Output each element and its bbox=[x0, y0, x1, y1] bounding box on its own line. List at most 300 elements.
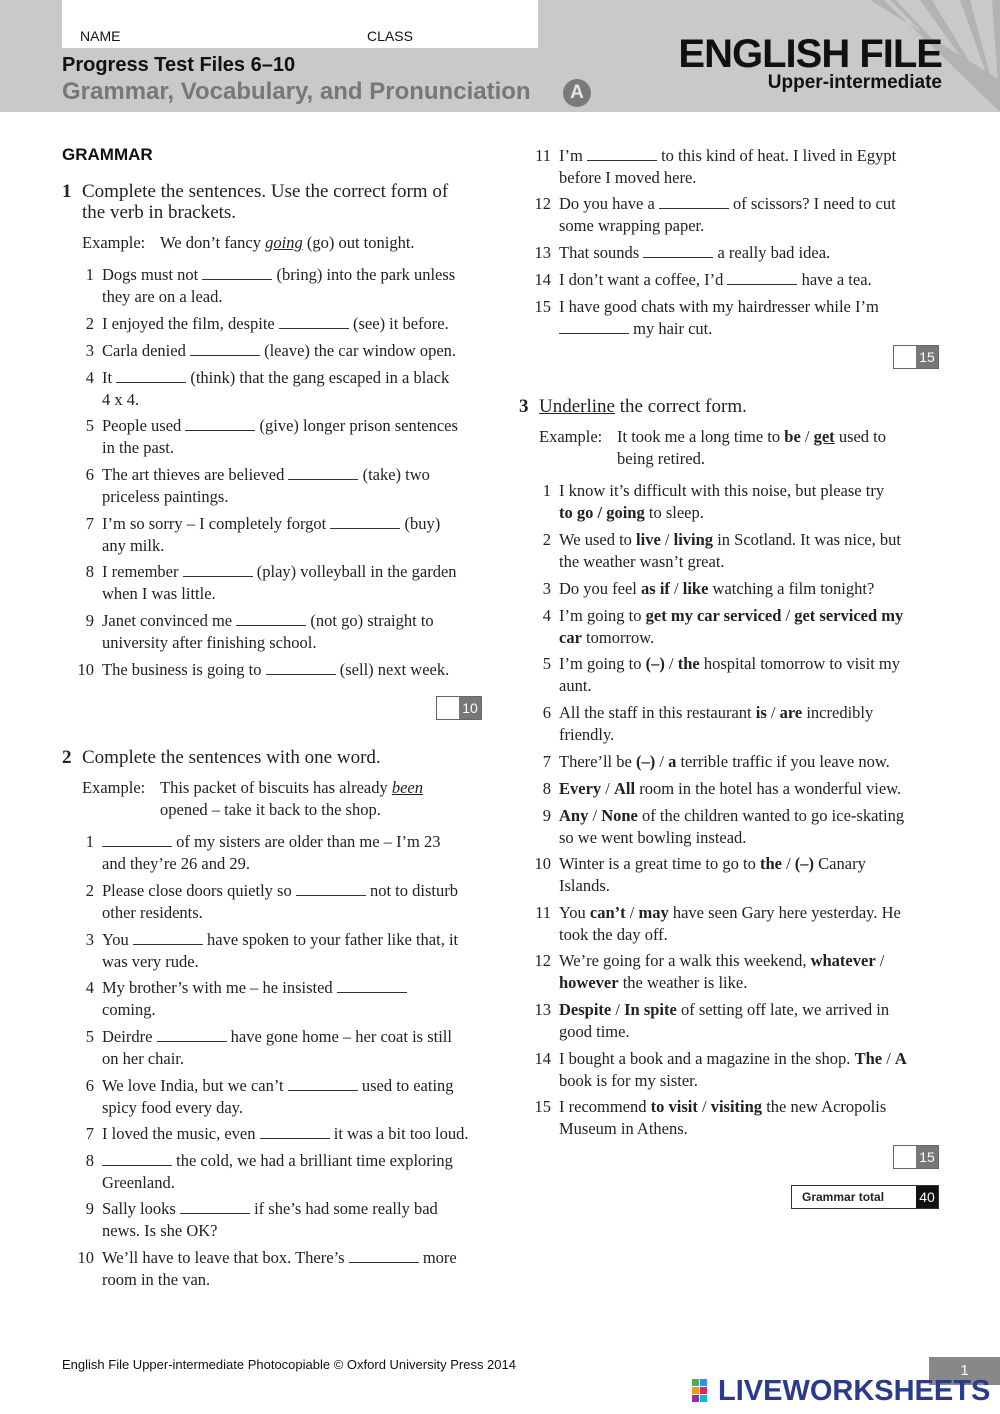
answer-blank[interactable] bbox=[587, 145, 657, 161]
item-text-pre: You bbox=[102, 930, 133, 949]
item-text bbox=[559, 296, 949, 318]
item-number: 2 bbox=[85, 314, 94, 333]
item-text: Winter is a great time to go to bbox=[559, 854, 760, 873]
option-choice[interactable]: visiting bbox=[710, 1097, 763, 1116]
item-text-line2: any milk. bbox=[102, 536, 165, 555]
answer-blank[interactable] bbox=[266, 659, 336, 675]
item-text-line2: room in the van. bbox=[102, 1270, 211, 1289]
item-text bbox=[102, 1247, 492, 1269]
item-text-post: of scissors? I need to cut bbox=[728, 194, 896, 213]
brand-level: Upper-intermediate bbox=[767, 72, 942, 93]
list-item bbox=[529, 653, 949, 697]
item-text: the weather wasn’t great. bbox=[559, 552, 725, 571]
footer-copyright: Photocopiable © Oxford University Press 2014 bbox=[244, 1357, 516, 1372]
item-text-post: of my sisters are older than me – I’m 23 bbox=[172, 832, 441, 851]
item-text-post: (not go) straight to bbox=[306, 611, 434, 630]
instruction-line: the verb in brackets. bbox=[82, 202, 237, 223]
example-label: Example: bbox=[82, 778, 146, 797]
liveworksheets-watermark bbox=[690, 1375, 1000, 1409]
item-text: There’ll be bbox=[559, 752, 636, 771]
item-number: 9 bbox=[85, 1199, 94, 1218]
list-item bbox=[529, 805, 949, 849]
item-number: 3 bbox=[85, 930, 94, 949]
list-item bbox=[529, 778, 949, 800]
page-header bbox=[0, 0, 1000, 112]
name-class-box bbox=[62, 0, 538, 48]
item-text-post: used to eating bbox=[357, 1076, 454, 1095]
item-text-line bbox=[559, 1096, 886, 1118]
answer-blank[interactable] bbox=[190, 340, 260, 356]
item-text-pre: It bbox=[102, 368, 117, 387]
item-number: 1 bbox=[542, 481, 551, 500]
example-text: This packet of biscuits has already bbox=[160, 778, 392, 797]
item-text-line bbox=[559, 653, 900, 675]
instruction-underlined: Underline bbox=[539, 396, 615, 417]
list-item bbox=[529, 242, 949, 264]
task-number: 2 bbox=[62, 747, 72, 768]
item-text-pre: I enjoyed the film, despite bbox=[102, 314, 279, 333]
option-choice[interactable]: In spite bbox=[624, 1000, 677, 1019]
list-item bbox=[72, 929, 492, 973]
list-item bbox=[529, 950, 949, 994]
item-text: I know it’s difficult with this noise, but please try bbox=[559, 481, 885, 500]
item-text-line bbox=[559, 627, 654, 649]
item-text-line bbox=[559, 805, 904, 827]
option-choice[interactable]: can’t bbox=[589, 903, 626, 922]
item-text-line2: before I moved here. bbox=[559, 168, 697, 187]
item-number: 15 bbox=[534, 297, 551, 316]
list-item bbox=[72, 264, 492, 308]
item-number: 2 bbox=[542, 530, 551, 549]
answer-blank[interactable] bbox=[260, 1123, 330, 1139]
item-text: in Scotland. It was nice, but bbox=[713, 530, 901, 549]
example-text: It took me a long time to bbox=[617, 427, 785, 446]
item-text-line bbox=[559, 778, 901, 800]
item-text bbox=[102, 659, 492, 681]
item-number: 10 bbox=[77, 1248, 94, 1267]
score-value: 15 bbox=[916, 346, 938, 368]
item-text-line bbox=[559, 724, 614, 746]
answer-blank[interactable] bbox=[183, 561, 253, 577]
grammar-total-label: Grammar total bbox=[802, 1190, 885, 1204]
task-2-score-box[interactable] bbox=[893, 345, 939, 369]
list-item bbox=[72, 1198, 492, 1242]
item-text-post: (leave) the car window open. bbox=[259, 341, 457, 360]
option-choice[interactable]: A bbox=[894, 1049, 907, 1068]
option-choice[interactable]: get my car serviced bbox=[645, 606, 782, 625]
item-text: / bbox=[664, 654, 678, 673]
test-subtitle: Grammar, Vocabulary, and Pronunciation bbox=[62, 78, 531, 105]
item-text-line bbox=[559, 551, 725, 573]
example-text: opened – take it back to the shop. bbox=[160, 800, 381, 819]
item-text bbox=[102, 340, 492, 362]
answer-blank[interactable] bbox=[349, 1247, 419, 1263]
item-text: I recommend bbox=[559, 1097, 651, 1116]
item-text: friendly. bbox=[559, 725, 615, 744]
item-text: good time. bbox=[559, 1022, 630, 1041]
option-choice[interactable]: to visit bbox=[650, 1097, 698, 1116]
option-choice[interactable]: like bbox=[682, 579, 709, 598]
item-text-line2: news. Is she OK? bbox=[102, 1221, 218, 1240]
item-text-post: (sell) next week. bbox=[335, 660, 450, 679]
item-text: / bbox=[625, 903, 639, 922]
list-item bbox=[72, 1075, 492, 1119]
item-text-line bbox=[559, 578, 874, 600]
list-item bbox=[72, 1247, 492, 1291]
item-text-pre: Carla denied bbox=[102, 341, 190, 360]
option-choice[interactable]: All bbox=[614, 779, 636, 798]
item-text-post: (play) volleyball in the garden bbox=[252, 562, 457, 581]
item-text: of the children wanted to go ice-skating bbox=[637, 806, 905, 825]
item-text bbox=[102, 929, 492, 951]
item-number: 6 bbox=[542, 703, 551, 722]
score-value: 15 bbox=[916, 1146, 938, 1168]
answer-blank[interactable] bbox=[559, 318, 629, 334]
item-text: terrible traffic if you leave now. bbox=[676, 752, 890, 771]
item-text bbox=[102, 367, 492, 389]
item-text bbox=[102, 1150, 492, 1172]
item-text: the weather is like. bbox=[618, 973, 748, 992]
item-text-line bbox=[559, 924, 668, 946]
example-answer: going bbox=[265, 233, 303, 252]
brand-title: ENGLISH FILE bbox=[678, 32, 942, 76]
list-item bbox=[72, 313, 492, 335]
footer-credit bbox=[62, 1357, 516, 1372]
item-text bbox=[559, 242, 949, 264]
page-number: 1 bbox=[929, 1357, 1000, 1385]
example-text: used to bbox=[834, 427, 887, 446]
item-text bbox=[102, 880, 492, 902]
item-text-post: my hair cut. bbox=[629, 319, 713, 338]
list-item bbox=[72, 1150, 492, 1194]
list-item bbox=[529, 269, 949, 291]
item-text: Do you feel bbox=[559, 579, 642, 598]
item-text-pre: I don’t want a coffee, I’d bbox=[559, 270, 728, 289]
option-choice[interactable]: are bbox=[779, 703, 803, 722]
item-number: 3 bbox=[542, 579, 551, 598]
option-choice[interactable]: car bbox=[559, 628, 582, 647]
option-choice[interactable]: going bbox=[606, 503, 645, 522]
item-number: 12 bbox=[534, 194, 551, 213]
item-text: / bbox=[781, 854, 795, 873]
item-text-line bbox=[559, 999, 889, 1021]
item-text-line2: on her chair. bbox=[102, 1049, 185, 1068]
item-text-post: (think) that the gang escaped in a black bbox=[186, 368, 450, 387]
item-text bbox=[102, 610, 492, 632]
item-text: watching a film tonight? bbox=[708, 579, 875, 598]
item-text-line bbox=[559, 853, 866, 875]
task-2-instruction bbox=[62, 747, 502, 771]
option-choice[interactable]: Despite bbox=[559, 1000, 612, 1019]
version-badge: A bbox=[563, 79, 591, 107]
item-text: / bbox=[875, 951, 885, 970]
item-text-line2: other residents. bbox=[102, 903, 203, 922]
item-text-pre: Deirdre bbox=[102, 1027, 157, 1046]
answer-blank[interactable] bbox=[643, 242, 713, 258]
item-text bbox=[102, 1026, 492, 1048]
item-text bbox=[559, 193, 949, 215]
item-text-post: (buy) bbox=[400, 514, 441, 533]
list-item bbox=[72, 561, 492, 605]
answer-blank[interactable] bbox=[102, 831, 172, 847]
option-choice[interactable]: to go bbox=[559, 503, 594, 522]
task-number: 1 bbox=[62, 181, 72, 202]
item-number: 5 bbox=[85, 416, 94, 435]
item-text-pre: Sally looks bbox=[102, 1199, 180, 1218]
answer-blank[interactable] bbox=[279, 313, 349, 329]
item-number: 1 bbox=[85, 832, 94, 851]
option-choice[interactable]: is bbox=[755, 703, 767, 722]
item-text: of setting off late, we arrived in bbox=[676, 1000, 890, 1019]
option-choice[interactable]: the bbox=[677, 654, 700, 673]
list-item bbox=[529, 902, 949, 946]
item-text-line2: spicy food every day. bbox=[102, 1098, 243, 1117]
item-number: 4 bbox=[85, 978, 94, 997]
list-item bbox=[72, 464, 492, 508]
list-item bbox=[529, 605, 949, 649]
item-text bbox=[102, 1075, 492, 1097]
option-choice[interactable]: (–) bbox=[645, 654, 665, 673]
task-3-example bbox=[539, 426, 959, 470]
option-choice[interactable]: (–) bbox=[635, 752, 656, 771]
list-item bbox=[529, 999, 949, 1043]
list-item bbox=[72, 415, 492, 459]
list-item bbox=[529, 1048, 949, 1092]
answer-blank[interactable] bbox=[102, 1150, 172, 1166]
option-choice[interactable]: Every bbox=[559, 779, 602, 798]
answer-blank[interactable] bbox=[330, 513, 400, 529]
item-text bbox=[559, 269, 949, 291]
item-text bbox=[559, 145, 949, 167]
list-item bbox=[72, 977, 492, 1021]
item-text-line2: was very rude. bbox=[102, 952, 199, 971]
item-text-post: if she’s had some really bad bbox=[249, 1199, 438, 1218]
item-text-line bbox=[559, 1070, 698, 1092]
item-number: 4 bbox=[542, 606, 551, 625]
task-3-instruction bbox=[519, 396, 949, 420]
item-text-line bbox=[559, 702, 873, 724]
answer-blank[interactable] bbox=[236, 610, 306, 626]
list-item bbox=[72, 513, 492, 557]
item-number: 14 bbox=[534, 270, 551, 289]
item-text-line2 bbox=[559, 318, 712, 340]
list-item bbox=[529, 296, 949, 340]
item-text: You bbox=[559, 903, 590, 922]
list-item bbox=[529, 529, 949, 573]
option-choice[interactable]: however bbox=[559, 973, 619, 992]
answer-blank[interactable] bbox=[185, 415, 255, 431]
item-text-line2: when I was little. bbox=[102, 584, 216, 603]
item-text: Museum in Athens. bbox=[559, 1119, 688, 1138]
option-choice[interactable]: (–) bbox=[794, 854, 815, 873]
list-item bbox=[529, 751, 949, 773]
answer-blank[interactable] bbox=[337, 977, 407, 993]
answer-blank[interactable] bbox=[133, 929, 203, 945]
answer-blank[interactable] bbox=[727, 269, 797, 285]
item-text-pre: We love India, but we can’t bbox=[102, 1076, 288, 1095]
item-text bbox=[102, 561, 492, 583]
section-title: GRAMMAR bbox=[62, 145, 153, 164]
item-text bbox=[102, 977, 492, 999]
item-text-line bbox=[559, 902, 901, 924]
item-text-line bbox=[559, 502, 704, 524]
answer-blank[interactable] bbox=[116, 367, 186, 383]
item-text: so we went bowling instead. bbox=[559, 828, 747, 847]
item-text: / bbox=[766, 703, 780, 722]
item-text-line bbox=[559, 875, 610, 897]
item-text: / bbox=[660, 530, 674, 549]
item-text: / bbox=[588, 806, 602, 825]
list-item bbox=[529, 853, 949, 897]
list-item bbox=[529, 1096, 949, 1140]
answer-blank[interactable] bbox=[288, 464, 358, 480]
answer-blank[interactable] bbox=[157, 1026, 227, 1042]
item-number: 10 bbox=[77, 660, 94, 679]
separator: / bbox=[800, 427, 814, 446]
option-choice[interactable]: a bbox=[668, 752, 677, 771]
item-text-pre: I remember bbox=[102, 562, 183, 581]
item-text-line bbox=[559, 605, 903, 627]
item-text-pre: Please close doors quietly so bbox=[102, 881, 296, 900]
list-item bbox=[72, 659, 492, 681]
option-choice[interactable]: None bbox=[601, 806, 638, 825]
option-choice[interactable]: living bbox=[673, 530, 714, 549]
instruction-line: Complete the sentences with one word. bbox=[82, 747, 381, 768]
answer-blank[interactable] bbox=[180, 1198, 250, 1214]
item-text-post: it was a bit too loud. bbox=[329, 1124, 469, 1143]
item-text-line bbox=[559, 950, 884, 972]
item-text-pre: We’ll have to leave that box. There’s bbox=[102, 1248, 349, 1267]
option-choice[interactable]: get serviced my bbox=[794, 606, 904, 625]
example-text: We don’t fancy bbox=[160, 233, 266, 252]
item-text: took the day off. bbox=[559, 925, 668, 944]
item-number: 12 bbox=[534, 951, 551, 970]
list-item bbox=[529, 702, 949, 746]
option-choice[interactable]: Any bbox=[559, 806, 589, 825]
item-text-line bbox=[559, 1021, 630, 1043]
item-text-line2: 4 x 4. bbox=[102, 390, 140, 409]
item-text-pre: Dogs must not bbox=[102, 265, 203, 284]
item-text-post: more bbox=[418, 1248, 457, 1267]
item-number: 8 bbox=[85, 562, 94, 581]
item-text: I bought a book and a magazine in the shop. bbox=[559, 1049, 855, 1068]
answer-blank[interactable] bbox=[288, 1075, 358, 1091]
item-text bbox=[102, 264, 492, 286]
list-item bbox=[529, 578, 949, 600]
item-text-line bbox=[559, 751, 890, 773]
task-1-instruction bbox=[62, 181, 502, 227]
option-choice[interactable]: as if bbox=[641, 579, 670, 598]
item-number: 7 bbox=[542, 752, 551, 771]
item-text: to sleep. bbox=[644, 503, 704, 522]
item-number: 8 bbox=[542, 779, 551, 798]
item-text-pre: I have good chats with my hairdresser while I’m bbox=[559, 297, 879, 316]
item-number: 6 bbox=[85, 465, 94, 484]
example-label: Example: bbox=[539, 427, 603, 446]
item-text-line2: in the past. bbox=[102, 438, 174, 457]
item-text-post: not to disturb bbox=[365, 881, 458, 900]
watermark-text: LIVEWORKSHEETS bbox=[718, 1375, 991, 1407]
answer-blank[interactable] bbox=[202, 264, 272, 280]
item-number: 14 bbox=[534, 1049, 551, 1068]
item-text-line2: they are on a lead. bbox=[102, 287, 223, 306]
item-text-post: have a tea. bbox=[797, 270, 872, 289]
item-number: 2 bbox=[85, 881, 94, 900]
item-text-line bbox=[559, 529, 901, 551]
item-text bbox=[102, 415, 492, 437]
list-item bbox=[72, 1123, 492, 1145]
name-label: NAME bbox=[80, 28, 121, 44]
item-number: 13 bbox=[534, 243, 551, 262]
item-text: Canary bbox=[814, 854, 866, 873]
item-text: / bbox=[669, 579, 683, 598]
item-text-post: to this kind of heat. I lived in Egypt bbox=[656, 146, 897, 165]
item-text-line2: and they’re 26 and 29. bbox=[102, 854, 250, 873]
item-text: have seen Gary here yesterday. He bbox=[668, 903, 901, 922]
answer-blank[interactable] bbox=[296, 880, 366, 896]
item-text: book is for my sister. bbox=[559, 1071, 698, 1090]
grammar-total-box bbox=[791, 1185, 939, 1209]
item-text-line bbox=[559, 675, 592, 697]
item-text: We used to bbox=[559, 530, 637, 549]
item-text: tomorrow. bbox=[581, 628, 655, 647]
option-choice[interactable]: The bbox=[854, 1049, 883, 1068]
item-text-pre: The art thieves are believed bbox=[102, 465, 289, 484]
list-item bbox=[72, 831, 492, 875]
item-text-post: a really bad idea. bbox=[713, 243, 831, 262]
item-text-pre: People used bbox=[102, 416, 186, 435]
item-text-post: (bring) into the park unless bbox=[272, 265, 456, 284]
item-text-post: the cold, we had a brilliant time exploring bbox=[172, 1151, 453, 1170]
list-item bbox=[529, 145, 949, 189]
item-text: / bbox=[697, 1097, 711, 1116]
option-choice[interactable]: / bbox=[593, 503, 607, 522]
item-text: Islands. bbox=[559, 876, 610, 895]
option-choice[interactable]: whatever bbox=[810, 951, 876, 970]
item-number: 5 bbox=[542, 654, 551, 673]
answer-blank[interactable] bbox=[659, 193, 729, 209]
option-choice[interactable]: the bbox=[759, 854, 782, 873]
item-number: 6 bbox=[85, 1076, 94, 1095]
item-text-post: have spoken to your father like that, it bbox=[202, 930, 459, 949]
item-text-line bbox=[559, 1118, 688, 1140]
task-1-score-box[interactable] bbox=[436, 696, 482, 720]
option-choice[interactable]: live bbox=[636, 530, 661, 549]
item-text bbox=[102, 1198, 492, 1220]
item-text: All the staff in this restaurant bbox=[559, 703, 756, 722]
item-number: 3 bbox=[85, 341, 94, 360]
item-number: 4 bbox=[85, 368, 94, 387]
item-text: incredibly bbox=[802, 703, 874, 722]
item-number: 8 bbox=[85, 1151, 94, 1170]
list-item bbox=[72, 340, 492, 362]
task-3-score-box[interactable] bbox=[893, 1145, 939, 1169]
item-text: We’re going for a walk this weekend, bbox=[559, 951, 811, 970]
item-number: 11 bbox=[535, 903, 551, 922]
item-text: I’m going to bbox=[559, 654, 646, 673]
class-label: CLASS bbox=[367, 28, 413, 44]
item-text-line bbox=[559, 972, 747, 994]
item-text-post: (take) two bbox=[358, 465, 430, 484]
item-text-line2: coming. bbox=[102, 1000, 156, 1019]
grammar-total-value: 40 bbox=[916, 1186, 938, 1208]
item-text-line2: priceless paintings. bbox=[102, 487, 229, 506]
list-item bbox=[72, 367, 492, 411]
option-choice[interactable]: may bbox=[638, 903, 669, 922]
item-text-line2: Greenland. bbox=[102, 1173, 175, 1192]
item-text: / bbox=[601, 779, 614, 798]
item-number: 7 bbox=[85, 1124, 94, 1143]
